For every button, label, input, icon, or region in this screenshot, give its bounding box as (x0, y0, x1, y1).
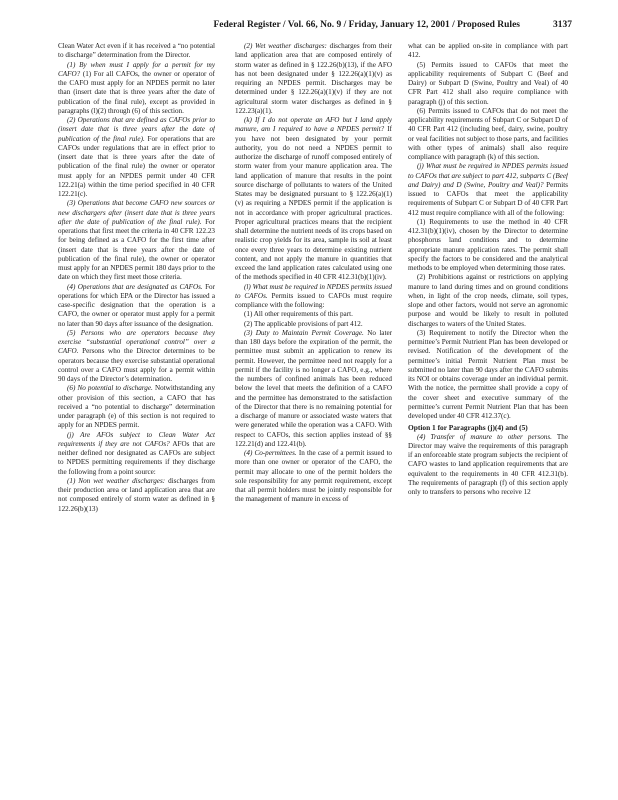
paragraph-lead: (3) Operations that become CAFO new sources or new dischargers after (insert date that is three years after the date of publication of the final rule). (58, 199, 215, 226)
paragraph-lead: (j) What must be required in NPDES permits issued to CAFOs that are subject to part 412, subparts C (Beef and Dairy) and D (Swine, Poultry and Veal)? (408, 162, 568, 189)
paragraph (408, 162, 568, 218)
paragraph-body: Notwithstanding any other provision of this section, a CAFO that has received a “no potential to discharge” determination under paragraph (e) of this section is not required to apply for an NPDES permit. (58, 384, 215, 430)
paragraph-body: The Director may waive the requirements of this paragraph if an enforceable state program subjects the recipient of CAFO wastes to land application requirements that are equivalent to the requirements in 40 CFR 412.31(b). The requirements of paragraph (f) of this section apply only to transfers to persons who receive 12 (408, 432, 568, 496)
paragraph (58, 384, 215, 430)
paragraph (235, 42, 392, 116)
paragraph-body: In the case of a permit issued to more than one owner or operator of the CAFO, the permit may allocate to one of the permit holders the sole responsibility for any permit requirement, except that all permit holders must be jointly responsible for the management of manure in excess of (235, 449, 392, 504)
paragraph: (2) The applicable provisions of part 412. (244, 319, 363, 328)
paragraph (58, 329, 215, 385)
running-title: Federal Register / Vol. 66, No. 9 / Friday, January 12, 2001 / Proposed Rules (213, 20, 520, 30)
paragraph (58, 116, 215, 199)
paragraph-lead: (l) What must be required in NPDES permits issued to CAFOs. (235, 282, 392, 300)
paragraph: (1) All other requirements of this part. (244, 310, 353, 319)
paragraph-body: discharges from their production area or land application area that are not composed entirely of storm water as defined in § 122.26(b)(13) (58, 476, 215, 513)
page-header (56, 20, 572, 36)
paragraph-body: For operations that first meet the criteria in 40 CFR 122.23 for being defined as a CAFO for the first time after (insert date that is three years after the date of publication of the final rule), the owner or operator must apply for an NPDES permit 180 days prior to the date on which they first meet those criteria. (58, 217, 215, 282)
paragraph: (3) Requirement to notify the Director when the permittee’s Permit Nutrient Plan has been developed or revised. Notification of the development of the permittee’s initial Permit Nutrient Plan must be submitted no later than 90 days after the CAFO submits its NOI or obtains coverage under an individual permit. With the notice, the permittee shall provide a copy of the cover sheet and executive summary of the permittee’s current Permit Nutrient Plan that has been developed under 40 CFR 412.37(c). (408, 328, 568, 420)
paragraph-lead: (1) Non wet weather discharges: (67, 476, 166, 485)
paragraph-lead: (2) Wet weather discharges: (244, 42, 327, 50)
paragraph-body: For operations for which EPA or the Director has issued a case-specific designation that the operation is a CAFO, the owner or operator must apply for a permit no later than 90 days after issuance of the designation. (58, 282, 215, 328)
paragraph (58, 61, 215, 117)
column-left (58, 42, 215, 782)
section-heading: Option 1 for Paragraphs (j)(4) and (5) (408, 423, 528, 433)
paragraph: (6) Permits issued to CAFOs that do not meet the applicability requirements of Subpart C or Subpart D of 40 CFR Part 412 (including beef, dairy, swine, poultry or veal facilities not subject to those parts, and facilities with other types of animals) shall also require compliance with paragraph (k) of this section. (408, 106, 568, 161)
paragraph-body: If you have not been designated by your permit authority, you do not need a NPDES permit to authorize the discharge of runoff composed entirely of storm water from your manure application area. The land application of manure that results in the point source discharge of pollutants to waters of the United States may be designated pursuant to § 122.26(a)(1)(v) as requiring a NPDES permit if the application is not in accordance with proper agricultural practices. Proper agricultural practices means that the recipient shall determine the nutrient needs of its crops based on realistic crop yields for its area, sample its soil at least once every three years to determine existing nutrient content, and not apply the manure in quantities that exceed the land application rates calculated using one of the methods specified in 40 CFR 412.31(b)(1)(iv). (235, 125, 392, 282)
paragraph-body: discharges from their land application area that are composed entirely of storm water as defined in § 122.26(b)(13), if the AFO has not been designated under § 122.26(a)(1)(v) as requiring an NPDES permit. Discharges may be determined under § 122.26(a)(1)(v) if they are not agricultural storm water discharges as defined in § 122.23(a)(1). (235, 42, 392, 115)
paragraph: Clean Water Act even if it has received a “no potential to discharge” determination from the Director. (58, 42, 215, 60)
paragraph-lead: (2) Operations that are defined as CAFOs prior to (insert date that is three years after the date of publication of the final rule). (58, 116, 215, 143)
paragraph-lead: (3) Duty to Maintain Permit Coverage. (244, 328, 364, 337)
paragraph-body: For operations that are CAFOs under regulations that are in effect prior to (insert date that is three years after the date of publication of the final rule) the owner or operator must apply for an NPDES permit under 40 CFR 122.21(a) within the time period specified in 40 CFR 122.21(c). (58, 134, 215, 198)
paragraph (58, 283, 215, 329)
paragraph-lead: (k) If I do not operate an AFO but I land apply manure, am I required to have a NPDES permit? (235, 116, 392, 134)
page-number: 3137 (553, 20, 572, 30)
paragraph: (5) Permits issued to CAFOs that meet the applicability requirements of Subpart C (Beef and Dairy) or Subpart D (Swine, Poultry and Veal) of 40 CFR Part 412 shall also require compliance with paragraph (j) of this section. (408, 60, 568, 106)
paragraph-body: Permits issued to CAFOs that meet the applicability requirements of Subpart C or Subpart D of 40 CFR Part 412 must require compliance with all of the following: (408, 180, 568, 217)
paragraph-lead: (j) Are AFOs subject to Clean Water Act requirements if they are not CAFOs? (58, 430, 215, 448)
column-middle (235, 42, 392, 782)
paragraph (235, 116, 392, 283)
paragraph-lead: (4) Transfer of manure to other persons. (417, 432, 552, 441)
paragraph (235, 329, 392, 449)
paragraph (408, 433, 568, 498)
paragraph-body: No later than 180 days before the expiration of the permit, the permittee must submit an application to renew its permit. However, the permittee need not reapply for a permit if the facility is no longer a CAFO, e.g., where the numbers of confined animals has been reduced below the level that meets the definition of a CAFO and the permittee has demonstrated to the satisfaction of the Director that there is no remaining potential for a discharge of manure or associated waste waters that were generated while the operation was a CAFO. With respect to CAFOs, this section applies instead of §§ 122.21(d) and 122.41(b). (235, 328, 392, 448)
paragraph (58, 431, 215, 477)
paragraph-lead: (4) Co-permittees. (244, 449, 297, 457)
paragraph-lead: (4) Operations that are designated as CAFOs. (67, 282, 203, 291)
text-columns (58, 42, 574, 782)
paragraph-body: Persons who the Director determines to be operators because they exercise substantial operational control over a CAFO must apply for a permit within 90 days of the Director’s determination. (58, 347, 215, 383)
paragraph (235, 283, 392, 311)
paragraph-body: (1) For all CAFOs, the owner or operator of the CAFO must apply for an NPDES permit no later than (insert date that is three years after the date of publication of the final rule), except as provided in paragraphs (l)(2) through (6) of this section. (58, 69, 215, 115)
paragraph-body: Permits issued to CAFOs must require compliance with the following: (235, 291, 392, 309)
paragraph: (2) Prohibitions against or restrictions on applying manure to land during times and on ground conditions when, in light of the crop needs, climate, soil types, slope and other factors, would not serve an agronomic purpose and would be likely to result in polluted discharges to waters of the United States. (408, 273, 568, 328)
paragraph (235, 449, 392, 505)
paragraph: what can be applied on-site in compliance with part 412. (408, 42, 568, 60)
paragraph-lead: (6) No potential to discharge. (67, 384, 153, 393)
paragraph (58, 199, 215, 282)
paragraph-lead: (5) Persons who are operators because they exercise “substantial operational control” over a CAFO. (58, 328, 215, 356)
paragraph: (1) Requirements to use the method in 40 CFR 412.31(b)(1)(iv), chosen by the Director to determine phosphorus land conditions and to determine appropriate manure application rates. The permit shall specify the factors to be considered and the analytical methods to be employed when determining those rates. (408, 217, 568, 272)
paragraph-lead: (1) By when must I apply for a permit for my CAFO? (58, 60, 215, 78)
paragraph (58, 477, 215, 514)
column-right (408, 42, 568, 782)
paragraph-body: AFOs that are neither defined nor designated as CAFOs are subject to NPDES permitting requirements if they discharge the following from a point source: (58, 439, 215, 476)
